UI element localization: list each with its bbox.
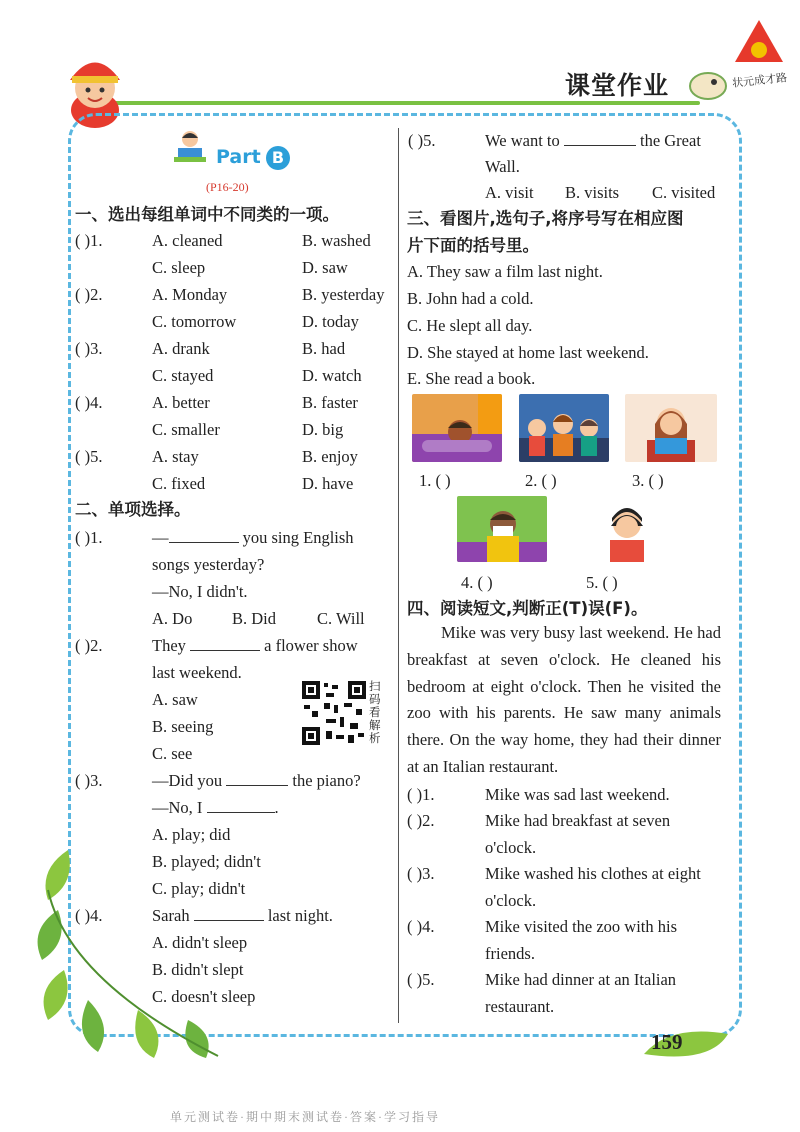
s1-q3-a: A. drank — [152, 339, 210, 358]
s2-q2-stem: They a flower show — [152, 636, 358, 655]
answer-blank[interactable] — [169, 528, 239, 543]
section4-title: 四、阅读短文,判断正(T)误(F)。 — [407, 599, 648, 618]
s4-q4-num[interactable]: ( )4. — [407, 917, 435, 936]
s2-q1-opt-b: B. Did — [232, 609, 277, 628]
s1-q3-b: B. had — [302, 339, 346, 358]
s2-q1-opt-a: A. Do — [152, 609, 193, 628]
s2-q5-opt-b: B. visits — [565, 183, 620, 202]
s2-q2-num[interactable]: ( )2. — [75, 636, 103, 655]
s2-q5-stem-2: Wall. — [485, 157, 520, 176]
s3-label-5[interactable]: 5. ( ) — [586, 573, 618, 592]
s2-q2-stem-2: last weekend. — [152, 663, 242, 682]
part-label: Part — [216, 146, 261, 168]
part-letter-badge: B — [266, 146, 290, 170]
s1-q2-c: C. tomorrow — [152, 312, 237, 331]
s1-q3-d: D. watch — [302, 366, 362, 385]
s3-sentence-c: C. He slept all day. — [407, 316, 533, 335]
s3-label-4[interactable]: 4. ( ) — [461, 573, 493, 592]
s4-q2-num[interactable]: ( )2. — [407, 811, 435, 830]
s2-q3-reply: —No, I . — [152, 798, 279, 817]
s3-sentence-a: A. They saw a film last night. — [407, 262, 603, 281]
s1-q1-b: B. washed — [302, 231, 371, 250]
reading-girl-picture — [625, 394, 717, 462]
s4-q1-text: Mike was sad last weekend. — [485, 785, 670, 804]
s3-sentence-e: E. She read a book. — [407, 369, 536, 388]
s1-q1-c: C. sleep — [152, 258, 206, 277]
s2-q2-opt-c: C. see — [152, 744, 193, 763]
s2-q1-opt-c: C. Will — [317, 609, 365, 628]
s1-q3-num[interactable]: ( )3. — [75, 339, 103, 358]
s2-q3-opt-a: A. play; did — [152, 825, 231, 844]
s2-q3-opt-b: B. played; didn't — [152, 852, 261, 871]
section1-title: 一、选出每组单词中不同类的一项。 — [75, 205, 339, 224]
girl-at-home-picture — [582, 496, 672, 562]
answer-blank[interactable] — [564, 131, 636, 146]
s2-q4-opt-b: B. didn't slept — [152, 960, 244, 979]
s2-q5-opt-a: A. visit — [485, 183, 534, 202]
s2-q2-opt-a: A. saw — [152, 690, 198, 709]
s3-label-1[interactable]: 1. ( ) — [419, 471, 451, 490]
s1-q5-num[interactable]: ( )5. — [75, 447, 103, 466]
s4-q1-num[interactable]: ( )1. — [407, 785, 435, 804]
s1-q5-c: C. fixed — [152, 474, 206, 493]
s4-q3-text-2: o'clock. — [485, 891, 537, 910]
s2-q4-num[interactable]: ( )4. — [75, 906, 103, 925]
answer-blank[interactable] — [226, 771, 288, 786]
s2-q2-opt-b: B. seeing — [152, 717, 214, 736]
s1-q2-a: A. Monday — [152, 285, 228, 304]
section3-title: 三、看图片,选句子,将序号写在相应图 — [407, 209, 684, 228]
s1-q1-num[interactable]: ( )1. — [75, 231, 103, 250]
s2-q4-opt-a: A. didn't sleep — [152, 933, 248, 952]
s4-q5-text-2: restaurant. — [485, 997, 555, 1016]
s2-q1-stem: — you sing English — [152, 528, 354, 547]
s3-label-3[interactable]: 3. ( ) — [632, 471, 664, 490]
s1-q2-b: B. yesterday — [302, 285, 385, 304]
s3-sentence-d: D. She stayed at home last weekend. — [407, 343, 649, 362]
s1-q4-c: C. smaller — [152, 420, 220, 439]
page-title: 课堂作业 — [565, 71, 670, 100]
s2-q1-stem-2: songs yesterday? — [152, 555, 265, 574]
s4-q5-num[interactable]: ( )5. — [407, 970, 435, 989]
s4-q3-text: Mike washed his clothes at eight — [485, 864, 701, 883]
fish-mascot-icon — [684, 62, 732, 108]
s1-q4-a: A. better — [152, 393, 210, 412]
s4-q3-num[interactable]: ( )3. — [407, 864, 435, 883]
s2-q5-num[interactable]: ( )5. — [408, 131, 436, 150]
s2-q1-num[interactable]: ( )1. — [75, 528, 103, 547]
brand-tagline: 状元成才路 — [731, 71, 788, 90]
page-number: 159 — [651, 1030, 683, 1054]
s3-label-2[interactable]: 2. ( ) — [525, 471, 557, 490]
qr-code-icon[interactable] — [300, 679, 368, 747]
s1-q5-d: D. have — [302, 474, 354, 493]
answer-blank[interactable] — [207, 798, 275, 813]
boy-reading-icon — [170, 128, 210, 166]
section2-title: 二、单项选择。 — [75, 500, 191, 519]
s3-sentence-b: B. John had a cold. — [407, 289, 534, 308]
s2-q3-stem: —Did you the piano? — [152, 771, 361, 790]
page-footer: 单元测试卷·期中期末测试卷·答案·学习指导 — [170, 1110, 440, 1124]
s2-q1-reply: —No, I didn't. — [152, 582, 248, 601]
s2-q4-opt-c: C. doesn't sleep — [152, 987, 256, 1006]
sick-boy-picture — [457, 496, 547, 562]
s1-q5-b: B. enjoy — [302, 447, 358, 466]
s4-q5-text: Mike had dinner at an Italian — [485, 970, 677, 989]
s2-q3-num[interactable]: ( )3. — [75, 771, 103, 790]
s1-q4-num[interactable]: ( )4. — [75, 393, 103, 412]
s4-q2-text-2: o'clock. — [485, 838, 537, 857]
answer-blank[interactable] — [190, 636, 260, 651]
s1-q1-a: A. cleaned — [152, 231, 223, 250]
s2-q5-stem: We want to the Great — [485, 131, 701, 150]
s1-q4-b: B. faster — [302, 393, 358, 412]
brand-logo-icon — [733, 18, 785, 64]
s1-q2-num[interactable]: ( )2. — [75, 285, 103, 304]
s4-q2-text: Mike had breakfast at seven — [485, 811, 671, 830]
column-divider — [398, 128, 399, 1023]
s1-q1-d: D. saw — [302, 258, 348, 277]
s4-q4-text: Mike visited the zoo with his — [485, 917, 678, 936]
cinema-picture — [519, 394, 609, 462]
s2-q3-opt-c: C. play; didn't — [152, 879, 246, 898]
page-reference: (P16-20) — [206, 180, 249, 194]
qr-label: 扫码看解析 — [369, 679, 381, 745]
sleeping-boy-picture — [412, 394, 502, 462]
s1-q4-d: D. big — [302, 420, 344, 439]
s2-q4-stem: Sarah last night. — [152, 906, 333, 925]
s1-q2-d: D. today — [302, 312, 359, 331]
reading-passage: Mike was very busy last weekend. He had breakfast at seven o'clock. He cleaned his bedroom at eight o'clock. Then he visited the zoo with his parents. He saw many animals there. On the way home, they had their dinner at an Italian restaurant. — [407, 623, 721, 776]
s4-q4-text-2: friends. — [485, 944, 535, 963]
s1-q3-c: C. stayed — [152, 366, 214, 385]
s1-q5-a: A. stay — [152, 447, 199, 466]
s2-q5-opt-c: C. visited — [652, 183, 716, 202]
section3-title-2: 片下面的括号里。 — [407, 236, 539, 255]
leaves-decoration-icon — [28, 830, 228, 1060]
